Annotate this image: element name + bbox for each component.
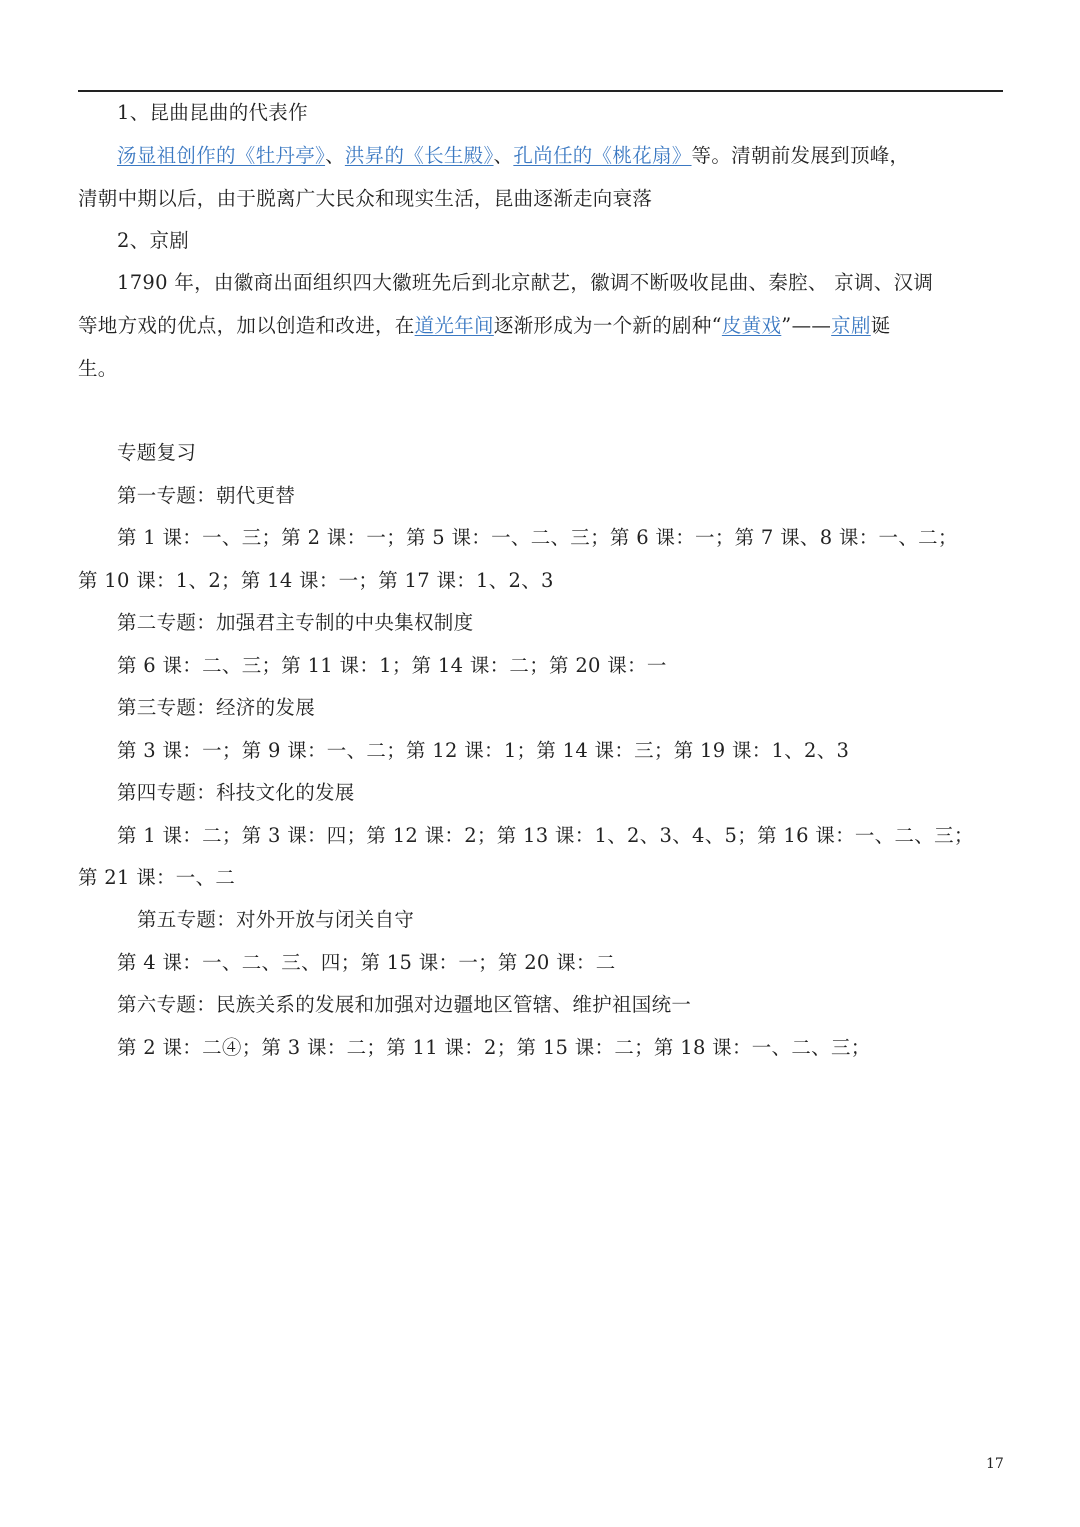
topic5-line-1: 第 4 课：一、二、三、四；第 15 课：一；第 20 课：二: [117, 951, 616, 974]
link-daoguang[interactable]: 道光年间: [414, 314, 494, 337]
topic2-title: 第二专题：加强君主专制的中央集权制度: [117, 611, 474, 634]
topic4-title: 第四专题：科技文化的发展: [117, 781, 355, 804]
page-number: 17: [986, 1456, 1004, 1472]
jingju-text: 等地方戏的优点，加以创造和改进，在: [78, 314, 415, 337]
link-changshengdian[interactable]: 洪昇的《长生殿》: [344, 144, 494, 167]
jingju-line-2: [78, 312, 1003, 340]
kunqu-heading: 1、昆曲昆曲的代表作: [117, 101, 308, 124]
link-mudanting[interactable]: 汤显祖创作的《牡丹亭》: [117, 144, 326, 167]
topic3-line-1: 第 3 课：一；第 9 课：一、二；第 12 课：1；第 14 课：三；第 19 课：1、2、3: [117, 739, 850, 762]
jingju-text: ”——: [781, 314, 832, 337]
jingju-line-1: 1790 年，由徽商出面组织四大徽班先后到北京献艺，徽调不断吸收昆曲、秦腔、 京调、汉调: [117, 271, 934, 294]
topic4-line-1: 第 1 课：二；第 3 课：四；第 12 课：2；第 13 课：1、2、3、4、5；第 16 课：一、二、三；: [117, 824, 974, 847]
link-jingju[interactable]: 京剧: [831, 314, 871, 337]
topic3-title: 第三专题：经济的发展: [117, 696, 316, 719]
topic1-line-1: 第 1 课：一、三；第 2 课：一；第 5 课：一、二、三；第 6 课：一；第 7 课、8 课：一、二；: [117, 526, 958, 549]
kunqu-decline-line: 清朝中期以后，由于脱离广大民众和现实生活，昆曲逐渐走向衰落: [78, 187, 653, 210]
topic1-line-2: 第 10 课：1、2；第 14 课：一；第 17 课：1、2、3: [78, 569, 554, 592]
link-taohuashan[interactable]: 孔尚任的《桃花扇》: [513, 144, 692, 167]
topic6-title: 第六专题：民族关系的发展和加强对边疆地区管辖、维护祖国统一: [117, 993, 692, 1016]
separator: 、: [493, 144, 514, 167]
jingju-text: 诞: [870, 314, 891, 337]
header-rule: [78, 90, 1003, 92]
topic6-line-1: 第 2 课：二④；第 3 课：二；第 11 课：2；第 15 课：二；第 18 课：一、二、三；: [117, 1036, 871, 1059]
kunqu-works-tail: 等。清朝前发展到顶峰，: [691, 144, 910, 167]
topic2-line-1: 第 6 课：二、三；第 11 课：1；第 14 课：二；第 20 课：一: [117, 654, 667, 677]
jingju-heading: 2、京剧: [117, 229, 190, 252]
jingju-text: 逐渐形成为一个新的剧种“: [493, 314, 722, 337]
topic5-title: 第五专题：对外开放与闭关自守: [137, 908, 415, 931]
separator: 、: [325, 144, 345, 167]
jingju-line-3: 生。: [78, 357, 118, 380]
topic4-line-2: 第 21 课：一、二: [78, 866, 236, 889]
topic1-title: 第一专题：朝代更替: [117, 484, 296, 507]
review-title: 专题复习: [117, 441, 197, 464]
link-pihuangxi[interactable]: 皮黄戏: [721, 314, 782, 337]
kunqu-works-line: [117, 142, 1003, 170]
